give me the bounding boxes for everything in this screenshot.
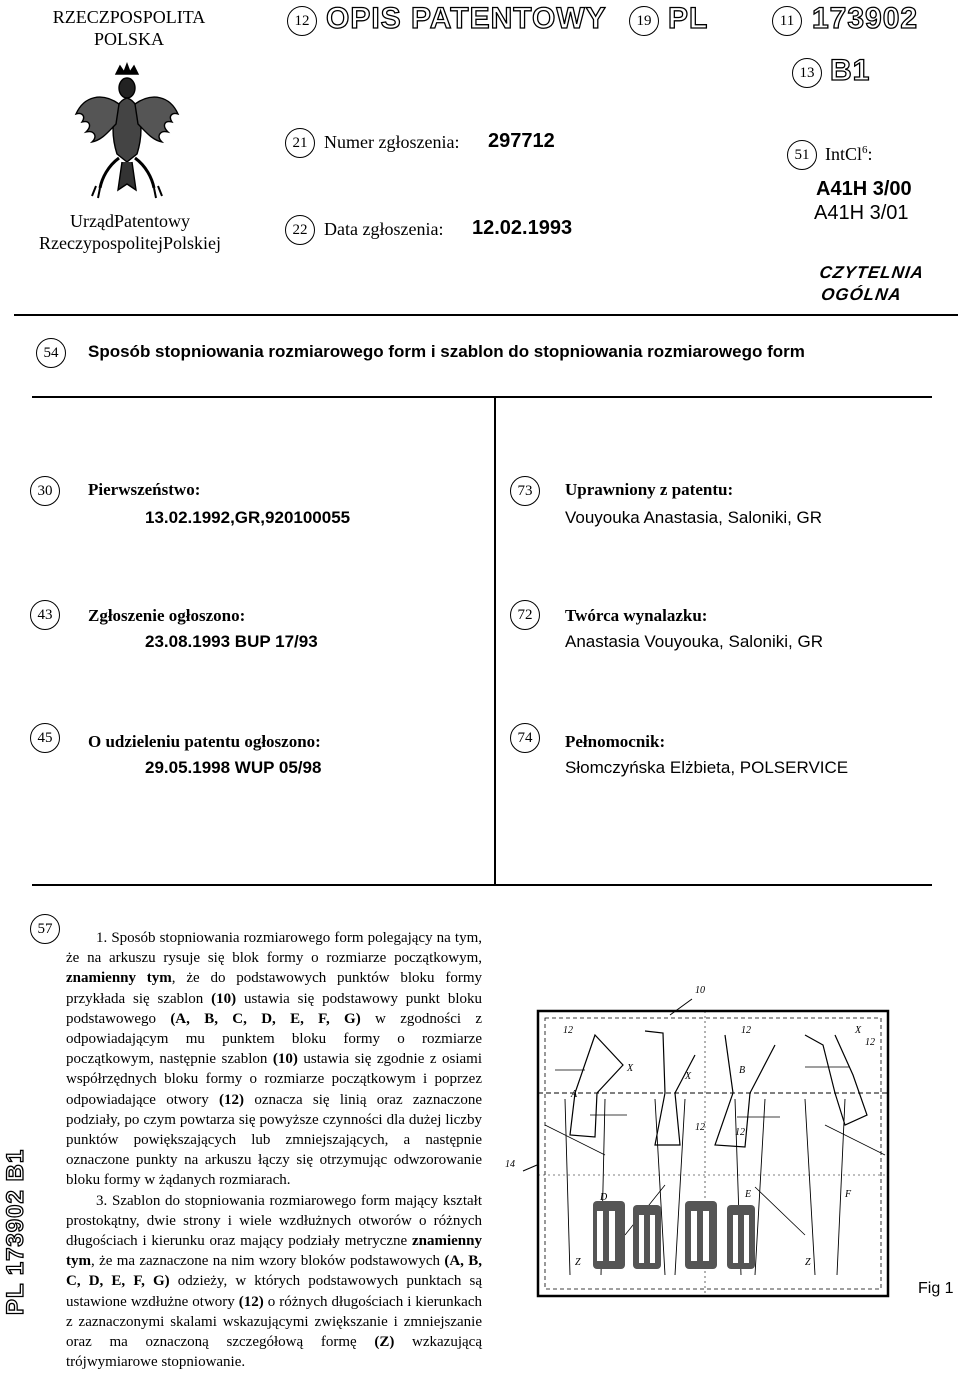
inid-code-19: 19 [629,6,659,36]
attorney-label: Pełnomocnik: [565,732,666,751]
inventor-value: Anastasia Vouyouka, Saloniki, GR [565,632,823,651]
figure-1-template-drawing [505,975,910,1300]
application-number-label: Numer zgłoszenia: [324,132,460,152]
claim-1: 1. Sposób stopniowania rozmiarowego form polegający na tym, że na arkuszu rysuje się blok formy o rozmiarze początkowym, znamienny tym, że do podstawowych punktów bloku formy przykłada się szablon (10) ustawia się podstawowy punkt bloku podstawowego (A, B, C, D, E, F, G) w zgodności z odpowiadającym mu punktem bloku formy o rozmiarze początkowym, następnie szablon (10) ustawia się zgodnie z osiami współrzędnych bloku formy o rozmiarze początkowym i poprzez odpowiadające otwory (12) oznacza się linią oraz zaznaczone podziały, po czym powtarza się powyższe czynności dla dużej liczby punktów powiększających lub zmniejszających, a następnie oznaczone punkty na arkuszu łączy się otrzymując odwzorowanie bloku formy w żądanych rozmiarach. [66,930,483,1189]
inid-code-73: 73 [510,476,540,506]
claims-text [66,928,482,1372]
inid-code-22: 22 [285,215,315,245]
attorney-value: Słomczyńska Elżbieta, POLSERVICE [565,758,849,777]
granted-value: 29.05.1998 WUP 05/98 [145,758,322,777]
biblio-column-divider [494,396,496,884]
intcl-class-2: A41H 3/01 [814,202,909,224]
invention-title: Sposób stopniowania rozmiarowego form i szablon do stopniowania rozmiarowego form [88,342,805,361]
ref-d: D [600,1192,608,1203]
country-code: PL [668,2,709,35]
intcl-class-1: A41H 3/00 [816,178,912,200]
ref-x-b: X [685,1071,692,1082]
ref-a: A [571,1089,578,1100]
title-divider [32,396,932,398]
inid-code-11: 11 [772,6,802,36]
inid-code-43: 43 [30,600,60,630]
intcl-label: IntCl$^6$: [825,144,873,164]
inid-code-45: 45 [30,723,60,753]
library-stamp [815,262,926,306]
inid-code-12: 12 [287,6,317,36]
ref-12-c: 12 [865,1037,875,1048]
inid-code-74: 74 [510,723,540,753]
patent-office-name [10,210,250,254]
kind-code: B1 [830,54,871,87]
inventor-label: Twórca wynalazku: [565,606,708,625]
inid-code-21: 21 [285,128,315,158]
patent-number: 173902 [812,2,919,35]
priority-value: 13.02.1992,GR,920100055 [145,508,351,527]
ref-12-a: 12 [563,1025,573,1036]
granted-label: O udzieleniu patentu ogłoszono: [88,732,321,751]
stamp-line1: CZYTELNIA [818,263,926,282]
inid-code-51: 51 [787,140,817,170]
claim-3: 3. Szablon do stopniowania rozmiarowego form mający kształt prostokątny, dwie strony i wiele wzdłużnych otworów o różnych długościach i kierunku oraz mający podziały metryczne znamienny tym, że ma zaznaczone na nim wzory bloków podstawowych (A, B, C, D, E, F, G) odzieży, w których podstawowych punktach są ustawione wzdłużne otwory (12) o różnych długościach i kierunkach z zaznaczonymi skalami wskazującymi zwiększanie i zmniejszanie oraz ma oznaczoną szczegółową formę (Z) wzkazującą trójwymiarowe stopniowanie. [66,1192,482,1371]
stamp-line2: OGÓLNA [819,285,904,304]
country-line1: RZECZPOSPOLITA [52,7,206,27]
ref-12-d: 12 [695,1122,705,1133]
ref-z-a: Z [575,1257,581,1268]
ref-12-e: 12 [735,1127,745,1138]
ref-z-b: Z [805,1257,811,1268]
ref-12-b: 12 [741,1025,751,1036]
inid-code-57: 57 [30,914,60,944]
country-name [14,6,244,50]
ref-e: E [745,1189,752,1200]
ref-10: 10 [695,985,705,996]
ref-x-a: X [627,1063,634,1074]
inid-code-13: 13 [792,58,822,88]
owner-value: Vouyouka Anastasia, Saloniki, GR [565,508,823,527]
figure-label: Fig 1 [918,1280,954,1297]
published-label: Zgłoszenie ogłoszono: [88,606,246,625]
inid-code-54: 54 [36,338,66,368]
priority-label: Pierwszeństwo: [88,480,201,499]
document-type: OPIS PATENTOWY [326,2,607,35]
published-value: 23.08.1993 BUP 17/93 [145,632,318,651]
ref-f: F [845,1189,852,1200]
office-line2: RzeczypospolitejPolskiej [39,233,221,253]
inid-code-30: 30 [30,476,60,506]
office-line1: UrządPatentowy [70,211,190,231]
header-divider [14,314,958,316]
application-number: 297712 [488,130,555,152]
owner-label: Uprawniony z patentu: [565,480,734,499]
side-document-code: PL 173902 B1 [2,1148,29,1316]
polish-eagle-emblem [72,62,182,202]
country-line2: POLSKA [93,29,164,49]
ref-14: 14 [505,1159,515,1170]
biblio-divider [32,884,932,886]
ref-b: B [739,1065,746,1076]
ref-x-c: X [855,1025,862,1036]
filing-date-label: Data zgłoszenia: [324,219,444,239]
inid-code-72: 72 [510,600,540,630]
filing-date: 12.02.1993 [472,217,573,239]
